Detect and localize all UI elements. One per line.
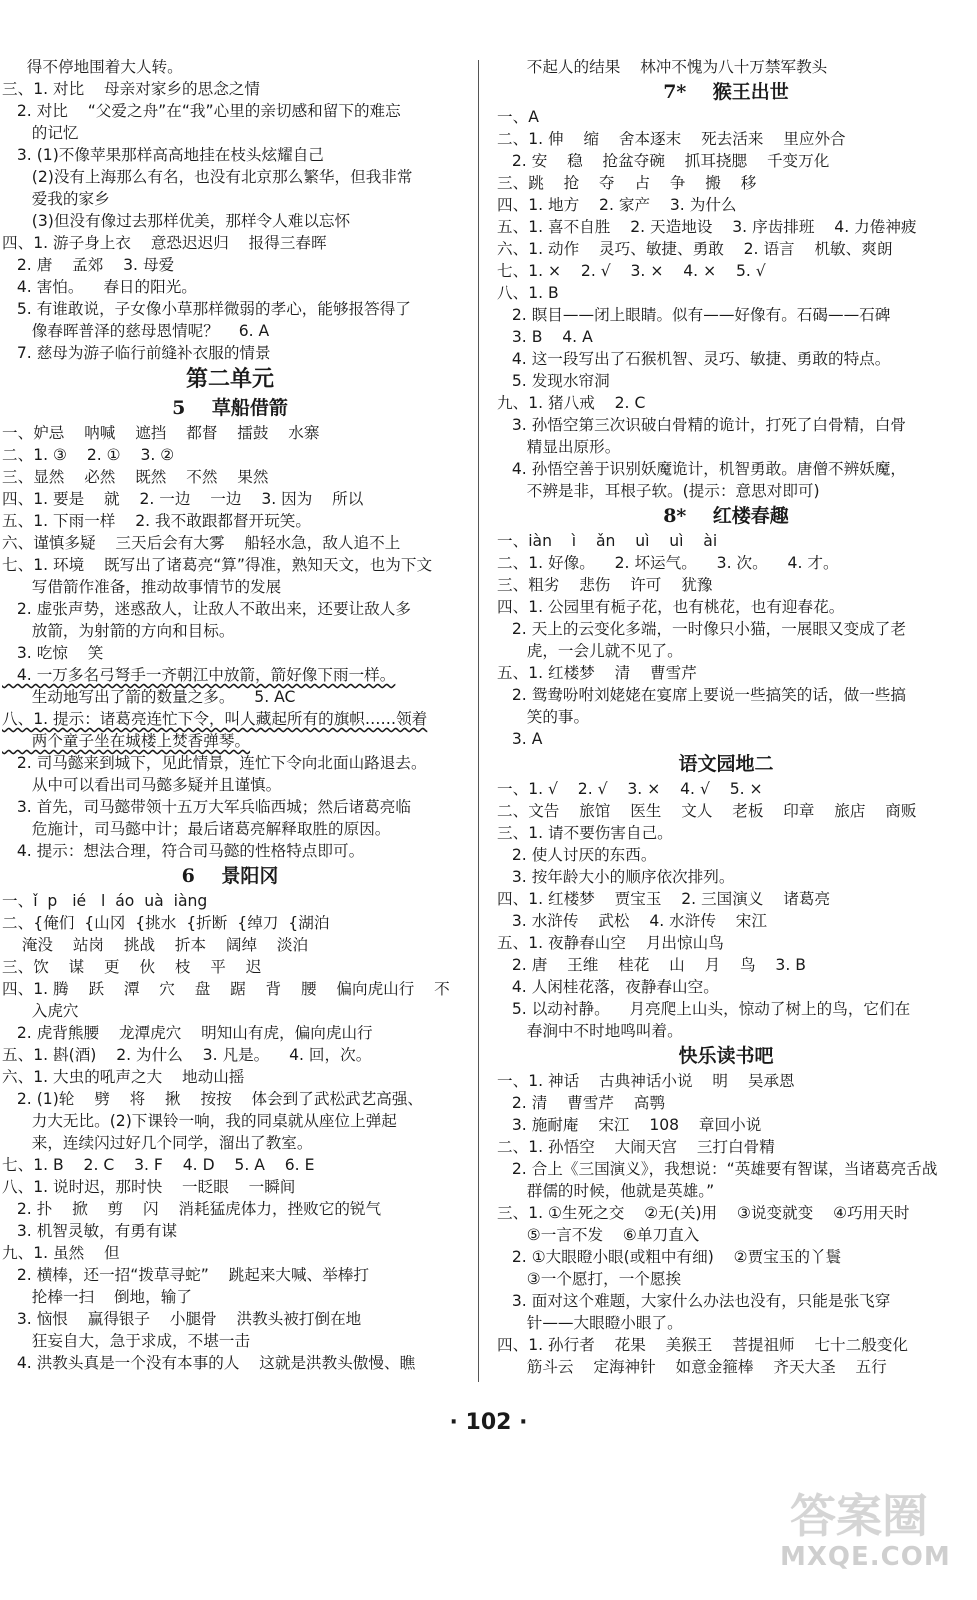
answer-line: 八、1. 说时迟，那时快 一眨眼 一瞬间 — [2, 1178, 296, 1196]
answer-line: 4. 洪教头真是一个没有本事的人 这就是洪教头傲慢、瞧 — [2, 1354, 416, 1372]
answer-line: 入虎穴 — [2, 1002, 79, 1020]
answer-line: 4. 这一段写出了石猴机智、灵巧、敏捷、勇敢的特点。 — [497, 350, 891, 368]
answer-line: ③一个愿打，一个愿挨 — [497, 1270, 682, 1288]
section-heading: 7* 猴王出世 — [663, 81, 789, 103]
answer-line: 2. 鸳鸯吩咐刘姥姥在宴席上要说一些搞笑的话，做一些搞 — [497, 686, 906, 704]
answer-line: 4. 提示：想法合理，符合司马懿的性格特点即可。 — [2, 842, 365, 860]
answer-line: 抡棒一扫 倒地，输了 — [2, 1288, 192, 1306]
page-number: · 102 · — [449, 1410, 528, 1435]
answer-line: 不辨是非，耳根子软。(提示：意思对即可) — [497, 482, 820, 500]
answer-line: 3. A — [497, 730, 543, 748]
answer-line: 写借箭作准备，推动故事情节的发展 — [2, 578, 282, 596]
answer-line: 一、ǐ p ié l áo uà iàng — [2, 892, 208, 910]
answer-line: 精显出原形。 — [497, 438, 621, 456]
answer-line: 3. 水浒传 武松 4. 水浒传 宋江 — [497, 912, 767, 930]
answer-line: 四、1. 地方 2. 家产 3. 为什么 — [497, 196, 737, 214]
answer-line: 2. 合上《三国演义》，我想说：“英雄要有智谋，当诸葛亮舌战 — [497, 1160, 938, 1178]
answer-line: 九、1. 猪八戒 2. C — [497, 394, 646, 412]
right-column — [497, 56, 955, 1378]
answer-line: 五、1. 红楼梦 清 曹雪芹 — [497, 664, 697, 682]
answer-line: 2. 清 曹雪芹 高鹗 — [497, 1094, 665, 1112]
answer-line: 二、{俺们 {山冈 {挑水 {折断 {绰刀 {湖泊 — [2, 914, 330, 932]
answer-line: 3. 孙悟空第三次识破白骨精的诡计，打死了白骨精，白骨 — [497, 416, 906, 434]
answer-line: 三、粗劣 悲伤 许可 犹豫 — [497, 576, 713, 594]
answer-line: 六、谨慎多疑 三天后会有大雾 船轻水急，敌人追不上 — [2, 534, 401, 552]
watermark-logo: 答案圈 — [790, 1489, 928, 1543]
answer-line: 3. 面对这个难题，大家什么办法也没有，只能是张飞穿 — [497, 1292, 891, 1310]
answer-line: 虎，一会儿就不见了。 — [497, 642, 683, 660]
answer-line: 三、跳 抢 夺 占 争 搬 移 — [497, 174, 757, 192]
answer-line: 四、1. 红楼梦 贾宝玉 2. 三国演义 诸葛亮 — [497, 890, 831, 908]
watermark-text: MXQE.COM — [780, 1542, 951, 1572]
answer-line: 群儒的时候，他就是英雄。” — [497, 1182, 715, 1200]
answer-line: 2. 扑 掀 剪 闪 消耗猛虎体力，挫败它的锐气 — [2, 1200, 382, 1218]
answer-line: 3. 吃惊 笑 — [2, 644, 104, 662]
answer-line: 像春晖普泽的慈母恩情呢？ 6. A — [2, 322, 270, 340]
left-column — [2, 56, 458, 1374]
answer-line: 六、1. 大虫的吼声之大 地动山摇 — [2, 1068, 245, 1086]
answer-line: (2)没有上海那么有名，也没有北京那么繁华，但我非常 — [2, 168, 413, 186]
answer-line: 七、1. 环境 既写出了诸葛亮“算”得准，熟知天文，也为下文 — [2, 556, 433, 574]
answer-line: 5. 以动衬静。 月亮爬上山头，惊动了树上的鸟，它们在 — [497, 1000, 911, 1018]
answer-line: 三、饮 谋 更 伙 枝 平 迟 — [2, 958, 262, 976]
section-heading: 6 景阳冈 — [181, 865, 279, 887]
answer-line: 4. 孙悟空善于识别妖魔诡计，机智勇敢。唐僧不辨妖魔， — [497, 460, 906, 478]
answer-line: 七、1. B 2. C 3. F 4. D 5. A 6. E — [2, 1156, 315, 1174]
answer-line: 3. 机智灵敏，有勇有谋 — [2, 1222, 178, 1240]
answer-line: 3. (1)不像苹果那样高高地挂在枝头炫耀自己 — [2, 146, 324, 164]
answer-line: 一、1. 神话 古典神话小说 明 吴承恩 — [497, 1072, 795, 1090]
answer-line: 2. 唐 王维 桂花 山 月 鸟 3. B — [497, 956, 806, 974]
answer-line: 笑的事。 — [497, 708, 590, 726]
answer-line: 3. 首先，司马懿带领十五万大军兵临西城；然后诸葛亮临 — [2, 798, 411, 816]
answer-line: 2. ①大眼瞪小眼(或粗中有细) ②贾宝玉的丫鬟 — [497, 1248, 842, 1266]
answer-line: 4. 人闲桂花落，夜静春山空。 — [497, 978, 719, 996]
answer-line: 生动地写出了箭的数量之多。 5. AC — [2, 688, 296, 706]
answer-line: (3)但没有像过去那样优美，那样令人难以忘怀 — [2, 212, 351, 230]
section-heading: 5 草船借箭 — [172, 397, 288, 419]
section-heading: 第二单元 — [185, 366, 274, 392]
answer-line: 筋斗云 定海神针 如意金箍棒 齐天大圣 五行 — [497, 1358, 887, 1376]
answer-line: 2. 横棒，还一招“拨草寻蛇” 跳起来大喊、举棒打 — [2, 1266, 369, 1284]
answer-line: 七、1. × 2. √ 3. × 4. × 5. √ — [497, 262, 766, 280]
answer-line: 4. 害怕。 春日的阳光。 — [2, 278, 197, 296]
answer-line: 2. 司马懿来到城下，见此情景，连忙下令向北面山路退去。 — [2, 754, 427, 772]
answer-line: 4. 一万多名弓弩手一齐朝江中放箭，箭好像下雨一样。 — [2, 666, 396, 684]
answer-line: 力大无比。(2)下课铃一响，我的同桌就从座位上弹起 — [2, 1112, 397, 1130]
answer-line: 7. 慈母为游子临行前缝补衣服的情景 — [2, 344, 271, 362]
answer-line: 2. (1)轮 劈 将 揪 按按 体会到了武松武艺高强、 — [2, 1090, 424, 1108]
answer-line: 针——大眼瞪小眼了。 — [497, 1314, 683, 1332]
section-heading: 8* 红楼春趣 — [663, 505, 789, 527]
answer-line: 六、1. 动作 灵巧、敏捷、勇敢 2. 语言 机敏、爽朗 — [497, 240, 893, 258]
answer-line: 爱我的家乡 — [2, 190, 110, 208]
answer-line: 五、1. 喜不自胜 2. 天造地设 3. 序齿排班 4. 力倦神疲 — [497, 218, 917, 236]
answer-line: 危施计，司马懿中计；最后诸葛亮解释取胜的原因。 — [2, 820, 391, 838]
answer-line: 春涧中不时地鸣叫着。 — [497, 1022, 683, 1040]
answer-line: 2. 虎背熊腰 龙潭虎穴 明知山有虎，偏向虎山行 — [2, 1024, 373, 1042]
answer-line: 五、1. 斟(酒) 2. 为什么 3. 凡是。 4. 回，次。 — [2, 1046, 372, 1064]
answer-line: 二、1. 孙悟空 大闹天宫 三打白骨精 — [497, 1138, 775, 1156]
answer-line: 5. 发现水帘洞 — [497, 372, 610, 390]
answer-line: 放箭，为射箭的方向和目标。 — [2, 622, 235, 640]
answer-line: 二、1. 伸 缩 舍本逐末 死去活来 里应外合 — [497, 130, 846, 148]
answer-line: 五、1. 下雨一样 2. 我不敢跟都督开玩笑。 — [2, 512, 311, 530]
answer-line: 2. 使人讨厌的东西。 — [497, 846, 657, 864]
answer-line: 5. 有谁敢说，子女像小草那样微弱的孝心，能够报答得了 — [2, 300, 411, 318]
answer-line: 二、1. 好像。 2. 坏运气。 3. 次。 4. 才。 — [497, 554, 839, 572]
answer-line: 三、1. 请不要伤害自己。 — [497, 824, 673, 842]
answer-line: 三、显然 必然 既然 不然 果然 — [2, 468, 269, 486]
answer-line: 淹没 站岗 挑战 折本 阔绰 淡泊 — [2, 936, 309, 954]
answer-line: ⑤一言不发 ⑥单刀直入 — [497, 1226, 700, 1244]
answer-line: 四、1. 要是 就 2. 一边 一边 3. 因为 所以 — [2, 490, 364, 508]
answer-line: 三、1. ①生死之交 ②无(关)用 ③说变就变 ④巧用天时 — [497, 1204, 910, 1222]
answer-line: 3. B 4. A — [497, 328, 593, 346]
answer-line: 一、A — [497, 108, 539, 126]
answer-line: 九、1. 虽然 但 — [2, 1244, 120, 1262]
answer-line: 二、文告 旅馆 医生 文人 老板 印章 旅店 商贩 — [497, 802, 917, 820]
answer-line: 的记忆 — [2, 124, 79, 142]
answer-line: 两个童子坐在城楼上焚香弹琴。 — [2, 732, 251, 750]
answer-line: 五、1. 夜静春山空 月出惊山鸟 — [497, 934, 724, 952]
answer-line: 一、1. √ 2. √ 3. × 4. √ 5. × — [497, 780, 763, 798]
answer-line: 不起人的结果 林冲不愧为八十万禁军教头 — [497, 58, 828, 76]
answer-line: 一、iàn ì ǎn uì uì ài — [497, 532, 718, 550]
answer-line: 2. 对比 “父爱之舟”在“我”心里的亲切感和留下的难忘 — [2, 102, 401, 120]
answer-line: 八、1. B — [497, 284, 559, 302]
answer-line: 3. 恼恨 赢得银子 小腿骨 洪教头被打倒在地 — [2, 1310, 362, 1328]
answer-line: 2. 唐 孟郊 3. 母爱 — [2, 256, 175, 274]
answer-line: 2. 瞑目——闭上眼睛。似有——好像有。石碣——石碑 — [497, 306, 891, 324]
answer-line: 狂妄自大，急于求成，不堪一击 — [2, 1332, 251, 1350]
answer-line: 从中可以看出司马懿多疑并且谨慎。 — [2, 776, 282, 794]
watermark — [780, 1480, 960, 1590]
answer-line: 四、1. 公园里有栀子花，也有桃花，也有迎春花。 — [497, 598, 845, 616]
section-heading: 快乐读书吧 — [678, 1045, 774, 1067]
answer-line: 一、妒忌 呐喊 遮挡 都督 擂鼓 水寨 — [2, 424, 320, 442]
answer-line: 四、1. 孙行者 花果 美猴王 菩提祖师 七十二般变化 — [497, 1336, 909, 1354]
answer-line: 四、1. 游子身上衣 意恐迟迟归 报得三春晖 — [2, 234, 327, 252]
answer-line: 2. 虚张声势，迷惑敌人，让敌人不敢出来，还要让敌人多 — [2, 600, 411, 618]
answer-line: 2. 安 稳 抢盆夺碗 抓耳挠腮 千变万化 — [497, 152, 830, 170]
answer-line: 2. 天上的云变化多端，一时像只小猫，一展眼又变成了老 — [497, 620, 906, 638]
answer-line: 二、1. ③ 2. ① 3. ② — [2, 446, 175, 464]
answer-line: 得不停地围着大人转。 — [2, 58, 183, 76]
column-divider — [478, 60, 479, 1382]
answer-line: 3. 施耐庵 宋江 108 章回小说 — [497, 1116, 762, 1134]
answer-line: 3. 按年龄大小的顺序依次排列。 — [497, 868, 735, 886]
answer-line: 四、1. 腾 跃 潭 穴 盘 踞 背 腰 偏向虎山行 不 — [2, 980, 450, 998]
section-heading: 语文园地二 — [678, 753, 774, 775]
answer-line: 三、1. 对比 母亲对家乡的思念之情 — [2, 80, 260, 98]
answer-line: 八、1. 提示：诸葛亮连忙下令，叫人藏起所有的旗帜……领着 — [2, 710, 428, 728]
answer-line: 来，连续闪过好几个同学，溜出了教室。 — [2, 1134, 313, 1152]
